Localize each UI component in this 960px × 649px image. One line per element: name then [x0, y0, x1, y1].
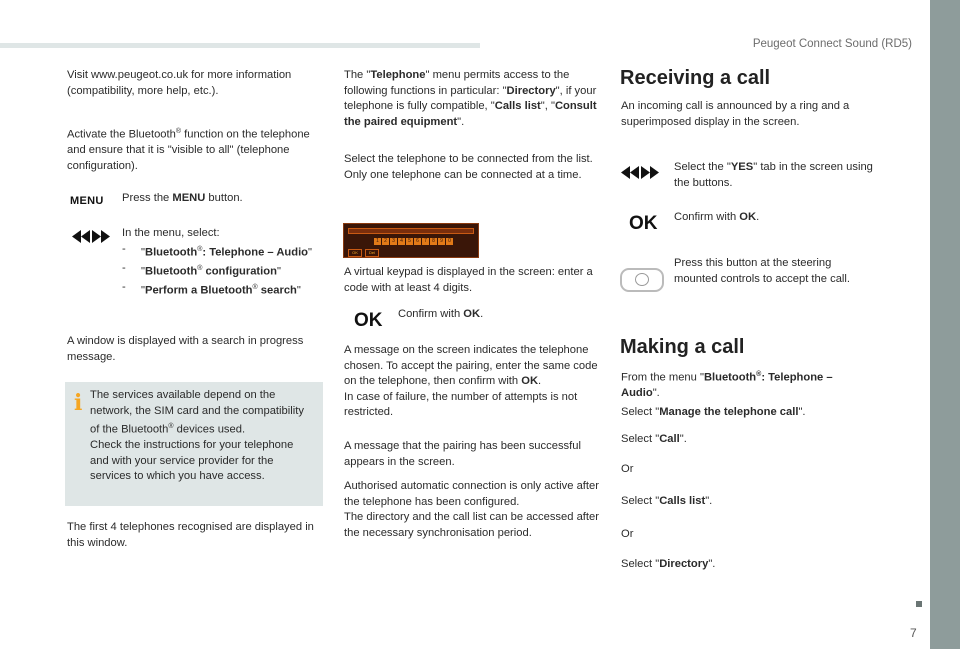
first-four-paragraph: The first 4 telephones recognised are displayed in this window.: [67, 521, 314, 549]
page-number: 7: [910, 626, 917, 640]
select-yes-text: Select the "YES" tab in the screen using the buttons.: [674, 161, 873, 189]
search-window-paragraph: A window is displayed with a search in progress message.: [67, 335, 304, 363]
website-paragraph: Visit www.peugeot.co.uk for more information (compatibility, more help, etc.).: [67, 69, 292, 97]
info-text: The services available depend on the network, the SIM card and the compatibility of the Bluetooth® devices used. Check the instructions for your telephone and with your service provider for the services to which you have access.: [90, 389, 304, 483]
activate-bluetooth-paragraph: Activate the Bluetooth® function on the telephone and ensure that it is "visible to all" (telephone configuration).: [67, 128, 310, 172]
continue-marker: [916, 601, 922, 607]
press-menu-text: Press the MENU button.: [122, 192, 243, 204]
virtual-keypad-screenshot: [343, 223, 479, 258]
header-title: Peugeot Connect Sound (RD5): [752, 38, 912, 50]
menu-select-block: [122, 226, 327, 299]
list-item: - "Bluetooth®: Telephone – Audio": [122, 242, 327, 261]
keypad-key: 2: [382, 238, 389, 245]
keypad-key: 0: [446, 238, 453, 245]
auto-connection-paragraph: Authorised automatic connection is only active after the telephone has been configured. The directory and the call list can be accessed after the necessary synchronisation period.: [344, 480, 599, 539]
or-text: Or: [621, 463, 634, 475]
navigation-arrows-icon: [621, 166, 659, 179]
info-box: [65, 382, 323, 506]
select-call-text: Select "Call".: [621, 433, 687, 445]
keypad-input-bar: [348, 228, 474, 234]
from-menu-text: From the menu "Bluetooth®: Telephone – Audio".: [621, 371, 833, 400]
select-manage-text: Select "Manage the telephone call".: [621, 406, 806, 418]
header-rule: [0, 43, 480, 48]
list-item: - "Bluetooth® configuration": [122, 261, 327, 280]
menu-button-icon: MENU: [70, 195, 104, 207]
receiving-call-heading: Receiving a call: [620, 67, 771, 89]
pairing-success-paragraph: A message that the pairing has been successful appears in the screen.: [344, 440, 581, 468]
menu-path-list: [122, 242, 327, 300]
confirm-ok-text: Confirm with OK.: [674, 211, 760, 223]
confirm-ok-text: Confirm with OK.: [398, 308, 484, 320]
keypad-key: 6: [414, 238, 421, 245]
select-telephone-paragraph: Select the telephone to be connected from the list. Only one telephone can be connected at a time.: [344, 153, 593, 181]
in-menu-label: In the menu, select:: [122, 227, 220, 239]
keypad-paragraph: A virtual keypad is displayed in the screen: enter a code with at least 4 digits.: [344, 266, 593, 294]
select-directory-text: Select "Directory".: [621, 558, 716, 570]
ok-button-icon: OK: [629, 213, 658, 234]
keypad-key: 8: [430, 238, 437, 245]
keypad-key: 1: [374, 238, 381, 245]
ok-button-icon: OK: [354, 310, 383, 331]
keypad-key: 3: [390, 238, 397, 245]
side-tab: [930, 0, 960, 649]
keypad-key: 5: [406, 238, 413, 245]
telephone-menu-paragraph: The "Telephone" menu permits access to the following functions in particular: "Directory", if your telephone is fully compatible, "Calls list", "Consult the paired equipment".: [344, 69, 597, 128]
navigation-arrows-icon: [72, 230, 110, 243]
select-calls-list-text: Select "Calls list".: [621, 495, 713, 507]
or-text: Or: [621, 528, 634, 540]
keypad-key: 7: [422, 238, 429, 245]
keypad-del-button: Del: [365, 249, 379, 257]
keypad-key: 4: [398, 238, 405, 245]
keypad-buttons: [348, 249, 379, 257]
pairing-message-paragraph: A message on the screen indicates the telephone chosen. To accept the pairing, enter the same code on the telephone, then confirm with OK. In case of failure, the number of attempts is not restricted.: [344, 344, 598, 418]
keypad-key: 9: [438, 238, 445, 245]
list-item: - "Perform a Bluetooth® search": [122, 280, 327, 299]
info-icon: i: [74, 390, 83, 416]
keypad-keys: [374, 238, 453, 245]
keypad-ok-button: OK: [348, 249, 362, 257]
making-call-heading: Making a call: [620, 336, 745, 358]
incoming-call-paragraph: An incoming call is announced by a ring and a superimposed display in the screen.: [621, 100, 850, 128]
steering-control-icon: [620, 268, 664, 292]
steering-paragraph: Press this button at the steering mounted controls to accept the call.: [674, 257, 850, 285]
